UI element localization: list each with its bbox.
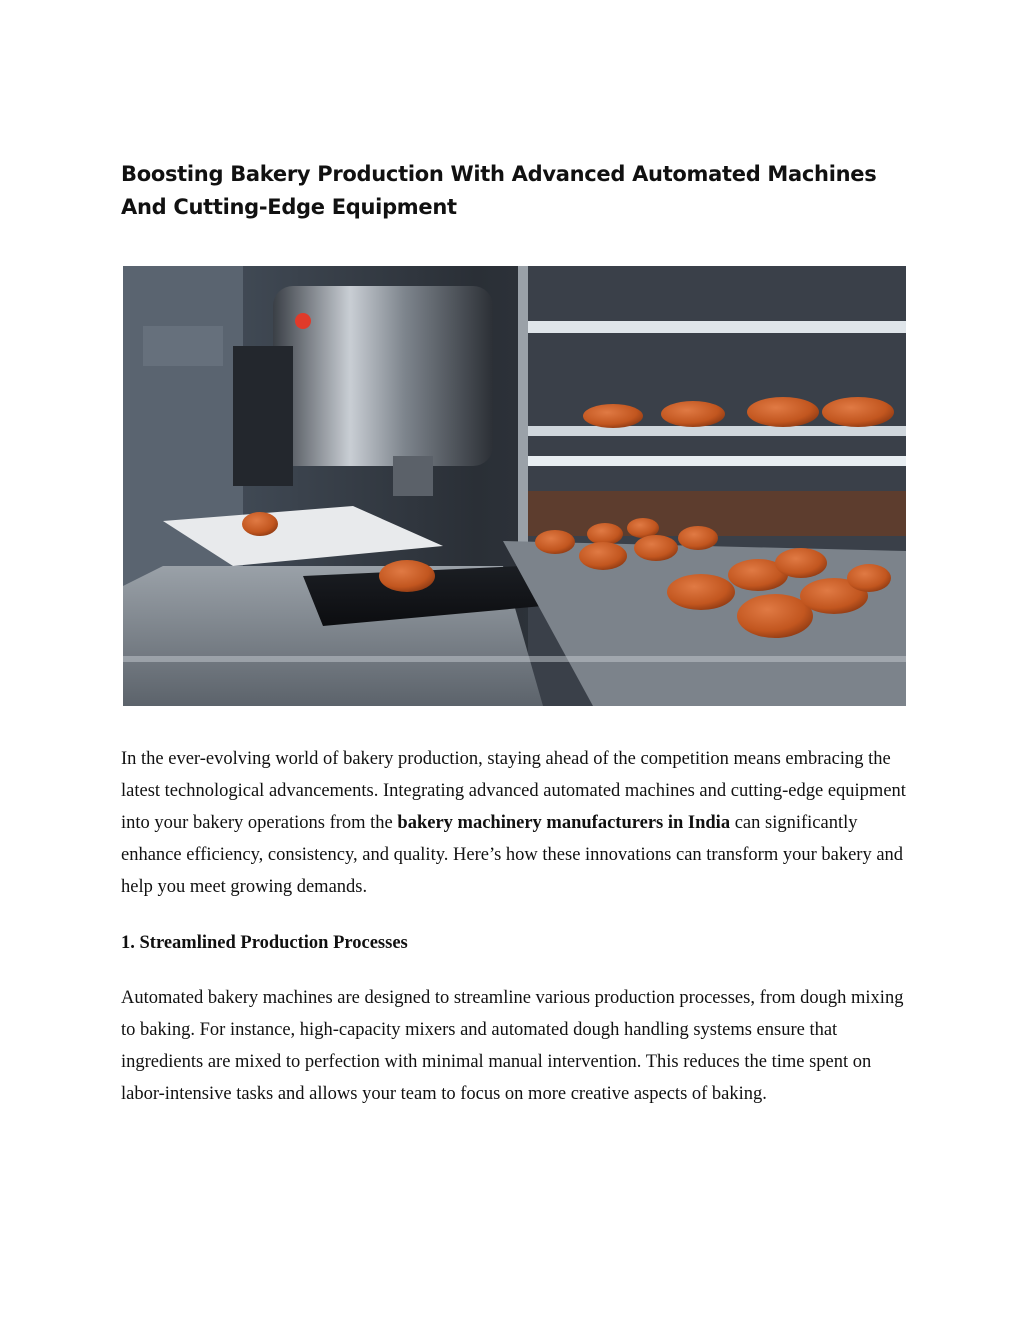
intro-text-end: can significantly enhance efficiency, consistency, and quality. Here’s how these innovations can transform your bakery and help you meet growing demands. bbox=[121, 813, 904, 897]
hero-image bbox=[123, 266, 906, 706]
section-paragraph: Automated bakery machines are designed to streamline various production processes, from dough mixing to baking. For instance, high-capacity mixers and automated dough handling systems ensure that ingredients are mixed to perfection with minimal manual intervention. This reduces the time spent on labor-intensive tasks and allows your team to focus on more creative aspects of baking. bbox=[121, 988, 904, 1104]
intro-paragraph bbox=[121, 743, 911, 903]
section-heading: 1. Streamlined Production Processes bbox=[121, 933, 408, 953]
article-title: Boosting Bakery Production With Advanced Automated Machines And Cutting-Edge Equipment bbox=[121, 162, 877, 219]
intro-text-start: In the ever-evolving world of bakery production, staying ahead of the competition means embracing the latest technological advancements. Integrating advanced automated machines and cutting-edge equipment into your bakery operations from the bbox=[121, 749, 906, 833]
bakery-machine-illustration bbox=[123, 266, 906, 706]
intro-bold-keyword: bakery machinery manufacturers in India bbox=[397, 813, 731, 833]
